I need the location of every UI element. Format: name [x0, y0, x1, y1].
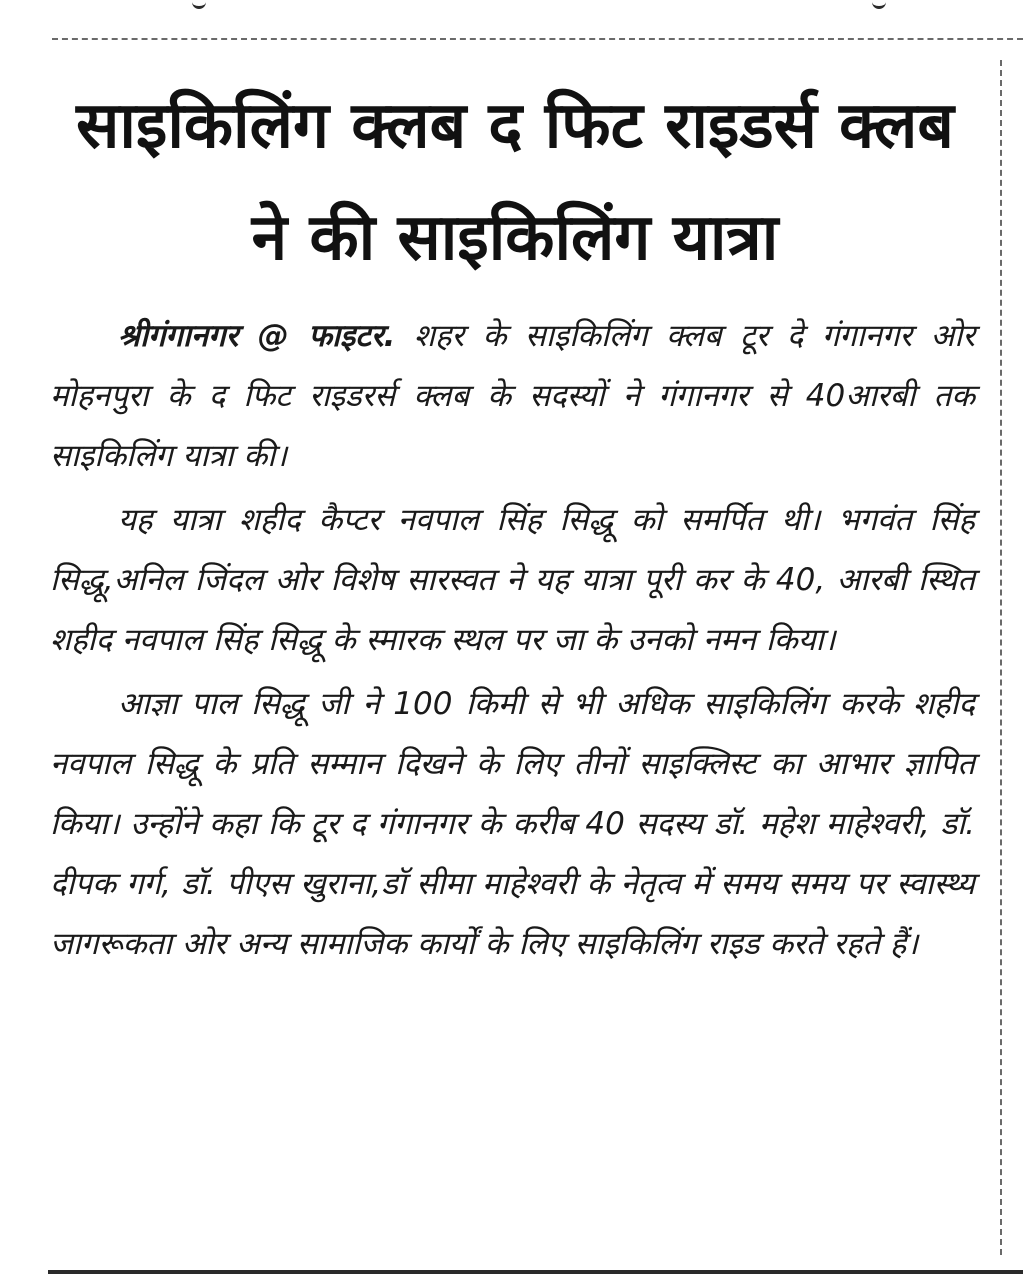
- paragraph-1-text: शहर के साइकिलिंग क्लब टूर दे गंगानगर ओर मोहनपुरा के द फिट राइडरर्स क्लब के सदस्यों ने गंगानगर से 40आरबी तक साइकिलिंग यात्रा की।: [50, 318, 975, 474]
- article-body: [50, 306, 975, 974]
- cropped-glyph-fragment: [192, 0, 206, 9]
- column-dashed-divider: [1000, 60, 1002, 1255]
- cropped-previous-article-fragment: [0, 0, 1023, 14]
- article-headline: साइकिलिंग क्लब द फिट राइडर्स क्लब ने की साइकिलिंग यात्रा: [76, 89, 954, 275]
- article-paragraph-1: [50, 306, 975, 486]
- article-paragraph-2: यह यात्रा शहीद कैप्टर नवपाल सिंह सिद्धू को समर्पित थी। भगवंत सिंह सिद्धू,अनिल जिंदल ओर विशेष सारस्वत ने यह यात्रा पूरी कर के 40, आरबी स्थित शहीद नवपाल सिंह सिद्धू के स्मारक स्थल पर जा के उनको नमन किया।: [50, 502, 975, 658]
- cropped-glyph-fragment: [872, 0, 886, 9]
- article-paragraph-3: आज्ञा पाल सिद्धू जी ने 100 किमी से भी अधिक साइकिलिंग करके शहीद नवपाल सिद्धू के प्रति सम्मान दिखने के लिए तीनों साइक्लिस्ट का आभार ज्ञापित किया। उन्होंने कहा कि टूर द गंगानगर के करीब 40 सदस्य डॉ. महेश माहेश्वरी, डॉ. दीपक गर्ग, डॉ. पीएस खुराना,डॉ सीमा माहेश्वरी के नेतृत्व में समय समय पर स्वास्थ्य जागरूकता ओर अन्य सामाजिक कार्यों के लिए साइकिलिंग राइड करते रहते हैं।: [50, 686, 975, 962]
- top-dashed-divider: [52, 38, 1023, 40]
- article-dateline: श्रीगंगानगर @ फाइटर.: [118, 318, 396, 354]
- bottom-divider: [48, 1270, 1023, 1274]
